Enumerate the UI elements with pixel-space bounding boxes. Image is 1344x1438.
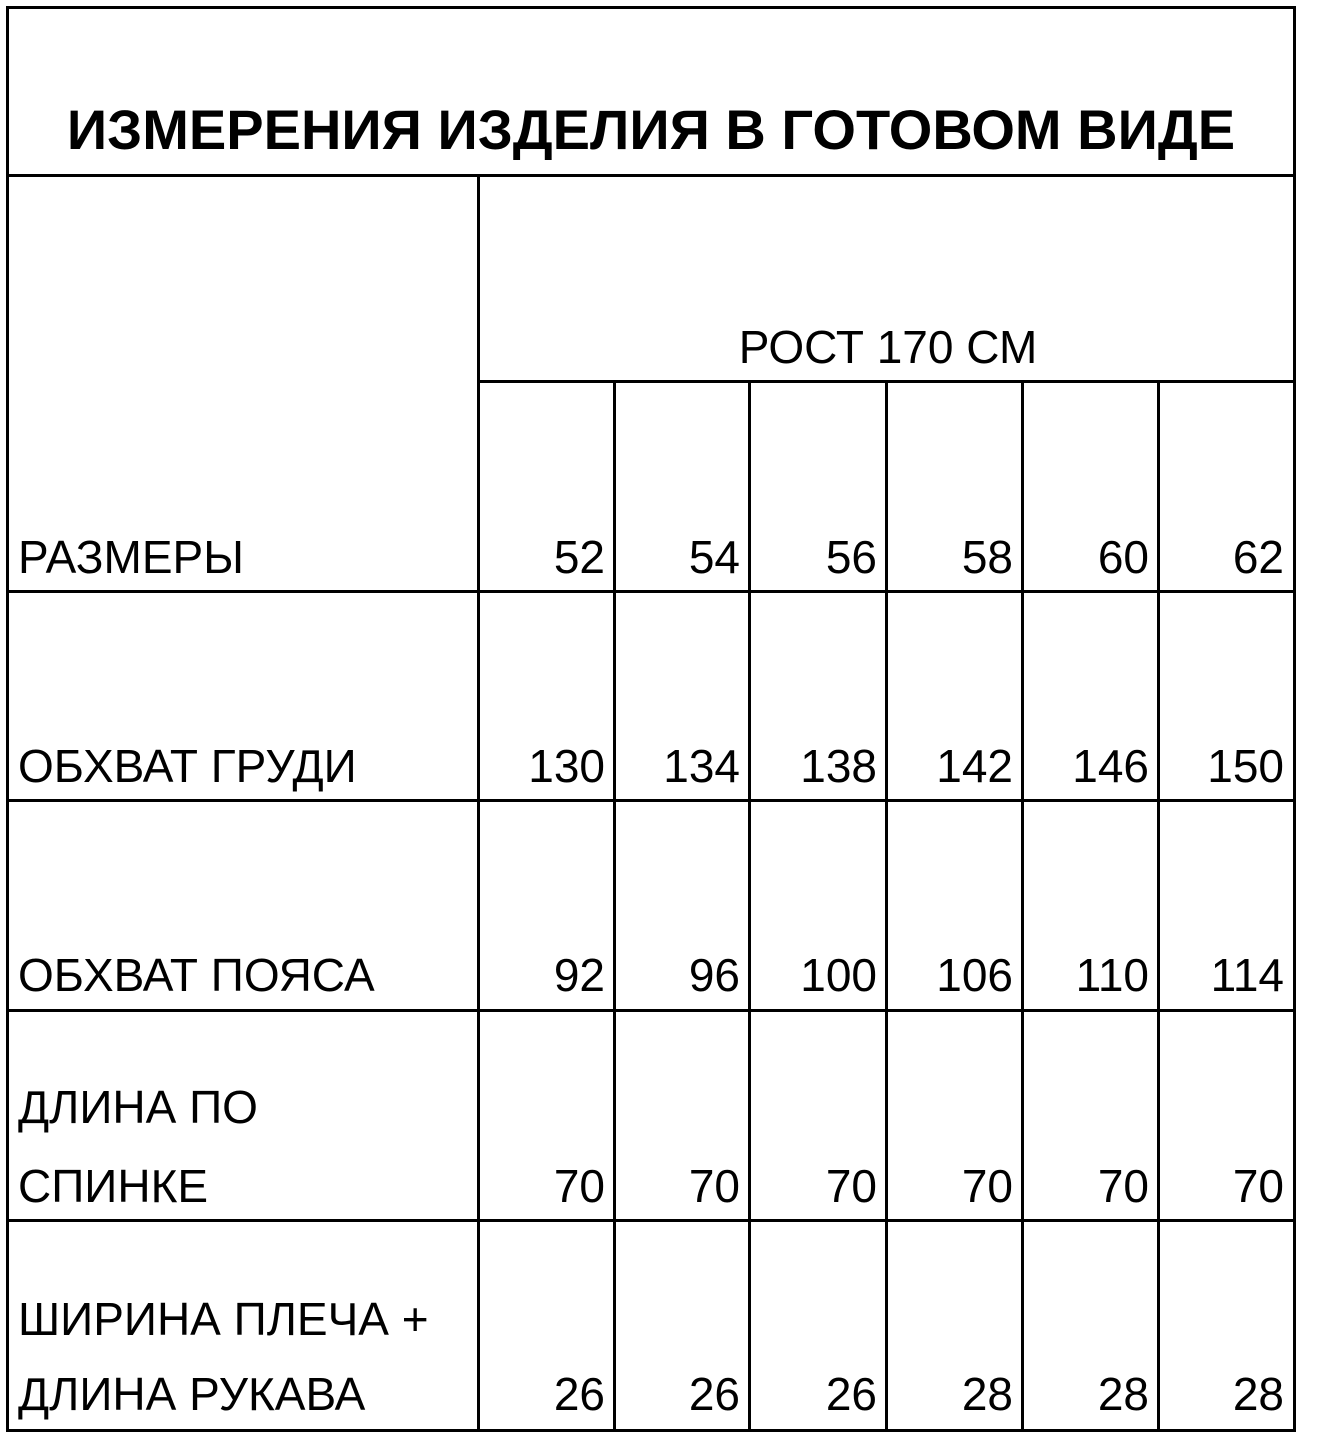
chest-value: 142 [936, 740, 1013, 792]
row-label-back-length-line1: ДЛИНА ПО [18, 1081, 258, 1133]
shoulder-sleeve-value: 26 [553, 1368, 605, 1420]
waist-value: 106 [936, 949, 1013, 1001]
size-value: 52 [553, 531, 605, 583]
waist-value: 114 [1210, 949, 1284, 1001]
size-value: 54 [688, 531, 740, 583]
shoulder-sleeve-value: 28 [961, 1368, 1013, 1420]
waist-value: 100 [800, 949, 877, 1001]
size-value: 56 [825, 531, 877, 583]
row-label-chest: ОБХВАТ ГРУДИ [18, 740, 357, 792]
shoulder-sleeve-value: 26 [825, 1368, 877, 1420]
chest-value: 134 [663, 740, 740, 792]
waist-value: 110 [1075, 949, 1149, 1001]
waist-value: 92 [553, 949, 605, 1001]
chest-value: 150 [1207, 740, 1284, 792]
back-length-value: 70 [825, 1160, 877, 1212]
shoulder-sleeve-value: 26 [688, 1368, 740, 1420]
back-length-value: 70 [553, 1160, 605, 1212]
chest-value: 146 [1072, 740, 1149, 792]
row-label-waist: ОБХВАТ ПОЯСА [18, 949, 375, 1001]
back-length-value: 70 [961, 1160, 1013, 1212]
back-length-value: 70 [688, 1160, 740, 1212]
back-length-value: 70 [1232, 1160, 1284, 1212]
waist-value: 96 [688, 949, 740, 1001]
row-divider-3 [6, 1009, 1296, 1012]
row-label-shoulder-sleeve-line1: ШИРИНА ПЛЕЧА + [18, 1293, 429, 1345]
row-divider-2 [6, 799, 1296, 802]
height-header: РОСТ 170 СМ [738, 321, 1038, 373]
back-length-value: 70 [1097, 1160, 1149, 1212]
row-label-sizes: РАЗМЕРЫ [18, 531, 244, 583]
row-divider-4 [6, 1219, 1296, 1222]
row-divider-1 [6, 590, 1296, 593]
row-label-shoulder-sleeve-line2: ДЛИНА РУКАВА [18, 1368, 366, 1420]
size-value: 58 [961, 531, 1013, 583]
chest-value: 130 [528, 740, 605, 792]
chest-value: 138 [800, 740, 877, 792]
shoulder-sleeve-value: 28 [1097, 1368, 1149, 1420]
size-value: 60 [1097, 531, 1149, 583]
shoulder-sleeve-value: 28 [1232, 1368, 1284, 1420]
table-title: ИЗМЕРЕНИЯ ИЗДЕЛИЯ В ГОТОВОМ ВИДЕ [9, 9, 1293, 177]
row-label-back-length-line2: СПИНКЕ [18, 1160, 209, 1212]
size-value: 62 [1232, 531, 1284, 583]
